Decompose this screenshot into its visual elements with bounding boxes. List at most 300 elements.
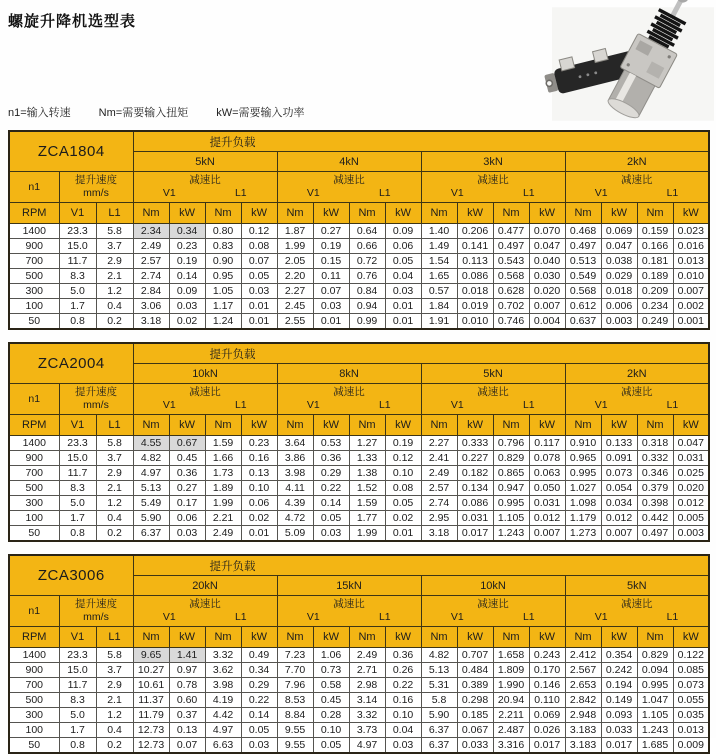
cell-ZCA3006-r5-c7: 9.55 bbox=[277, 723, 313, 738]
cell-ZCA1804-r0-c15: 0.468 bbox=[565, 224, 601, 239]
cell-ZCA1804-r0-c9: 0.64 bbox=[349, 224, 385, 239]
cell-ZCA3006-r0-c16: 0.354 bbox=[601, 648, 637, 663]
cell-ZCA3006-r2-c8: 0.58 bbox=[313, 678, 349, 693]
ratio-header bbox=[277, 596, 421, 627]
cell-ZCA1804-r0-c7: 1.87 bbox=[277, 224, 313, 239]
cell-ZCA1804-r3-c2: 2.1 bbox=[96, 269, 133, 284]
cell-ZCA2004-r0-c15: 0.910 bbox=[565, 436, 601, 451]
lift-speed-label: 提升速度 mm/s bbox=[75, 597, 118, 623]
cell-ZCA2004-r1-c15: 0.965 bbox=[565, 451, 601, 466]
selection-table-ZCA3006 bbox=[8, 554, 710, 754]
cell-ZCA2004-r4-c14: 0.031 bbox=[529, 496, 565, 511]
cell-ZCA1804-r2-c15: 0.513 bbox=[565, 254, 601, 269]
cell-ZCA2004-r1-c9: 1.33 bbox=[349, 451, 385, 466]
cell-ZCA2004-r2-c1: 11.7 bbox=[59, 466, 96, 481]
table-row bbox=[9, 678, 709, 693]
table-row bbox=[9, 224, 709, 239]
cell-ZCA1804-r6-c13: 0.746 bbox=[493, 314, 529, 330]
cell-ZCA2004-r4-c0: 300 bbox=[9, 496, 59, 511]
cell-ZCA3006-r5-c12: 0.067 bbox=[457, 723, 493, 738]
cell-ZCA1804-r3-c0: 500 bbox=[9, 269, 59, 284]
screw-jack-product-photo bbox=[552, 6, 714, 122]
table-row bbox=[9, 269, 709, 284]
ratio-label: 减速比 V1 L1 bbox=[162, 385, 247, 411]
cell-ZCA3006-r3-c9: 3.14 bbox=[349, 693, 385, 708]
cell-ZCA3006-r4-c9: 3.32 bbox=[349, 708, 385, 723]
ratio-label: 减速比 V1 L1 bbox=[306, 173, 391, 199]
cell-ZCA1804-r6-c17: 0.249 bbox=[637, 314, 673, 330]
kw-header: kW bbox=[313, 627, 349, 648]
cell-ZCA2004-r1-c16: 0.091 bbox=[601, 451, 637, 466]
cell-ZCA2004-r5-c13: 1.105 bbox=[493, 511, 529, 526]
cell-ZCA3006-r3-c7: 8.53 bbox=[277, 693, 313, 708]
cell-ZCA2004-r5-c18: 0.005 bbox=[673, 511, 709, 526]
v1-col-header: V1 bbox=[59, 203, 96, 224]
cell-ZCA3006-r4-c3: 11.79 bbox=[133, 708, 169, 723]
cell-ZCA3006-r4-c10: 0.10 bbox=[385, 708, 421, 723]
lift-speed-label: 提升速度 mm/s bbox=[75, 173, 118, 199]
n1-header: n1 bbox=[9, 172, 59, 203]
cell-ZCA1804-r3-c17: 0.189 bbox=[637, 269, 673, 284]
table-row bbox=[9, 481, 709, 496]
cell-ZCA3006-r6-c5: 6.63 bbox=[205, 738, 241, 754]
table-row bbox=[9, 131, 709, 152]
load-header-15kN: 15kN bbox=[277, 576, 421, 596]
cell-ZCA1804-r3-c4: 0.14 bbox=[169, 269, 205, 284]
cell-ZCA2004-r6-c11: 3.18 bbox=[421, 526, 457, 542]
nm-header: Nm bbox=[277, 203, 313, 224]
cell-ZCA1804-r3-c12: 0.086 bbox=[457, 269, 493, 284]
cell-ZCA2004-r3-c16: 0.054 bbox=[601, 481, 637, 496]
cell-ZCA1804-r1-c7: 1.99 bbox=[277, 239, 313, 254]
cell-ZCA3006-r0-c0: 1400 bbox=[9, 648, 59, 663]
nm-header: Nm bbox=[277, 415, 313, 436]
model-label: ZCA3006 bbox=[9, 555, 133, 596]
cell-ZCA3006-r3-c1: 8.3 bbox=[59, 693, 96, 708]
cell-ZCA2004-r1-c14: 0.078 bbox=[529, 451, 565, 466]
cell-ZCA2004-r2-c15: 0.995 bbox=[565, 466, 601, 481]
cell-ZCA3006-r0-c11: 4.82 bbox=[421, 648, 457, 663]
kw-header: kW bbox=[241, 203, 277, 224]
cell-ZCA3006-r3-c13: 20.94 bbox=[493, 693, 529, 708]
cell-ZCA1804-r3-c1: 8.3 bbox=[59, 269, 96, 284]
cell-ZCA1804-r3-c16: 0.029 bbox=[601, 269, 637, 284]
selection-table-ZCA2004 bbox=[8, 342, 710, 542]
kw-header: kW bbox=[601, 627, 637, 648]
cell-ZCA2004-r4-c8: 0.14 bbox=[313, 496, 349, 511]
rpm-header: RPM bbox=[9, 415, 59, 436]
cell-ZCA3006-r3-c12: 0.298 bbox=[457, 693, 493, 708]
cell-ZCA1804-r5-c7: 2.45 bbox=[277, 299, 313, 314]
cell-ZCA3006-r2-c5: 3.98 bbox=[205, 678, 241, 693]
load-header-10kN: 10kN bbox=[133, 364, 277, 384]
kw-header: kW bbox=[529, 203, 565, 224]
lift-speed-header bbox=[59, 172, 133, 203]
cell-ZCA1804-r0-c10: 0.09 bbox=[385, 224, 421, 239]
cell-ZCA1804-r4-c9: 0.84 bbox=[349, 284, 385, 299]
cell-ZCA2004-r3-c9: 1.52 bbox=[349, 481, 385, 496]
cell-ZCA3006-r1-c6: 0.34 bbox=[241, 663, 277, 678]
nm-header: Nm bbox=[277, 627, 313, 648]
cell-ZCA3006-r0-c2: 5.8 bbox=[96, 648, 133, 663]
cell-ZCA3006-r4-c18: 0.035 bbox=[673, 708, 709, 723]
cell-ZCA1804-r2-c7: 2.05 bbox=[277, 254, 313, 269]
cell-ZCA3006-r1-c3: 10.27 bbox=[133, 663, 169, 678]
cell-ZCA1804-r6-c3: 3.18 bbox=[133, 314, 169, 330]
cell-ZCA3006-r4-c11: 5.90 bbox=[421, 708, 457, 723]
cell-ZCA1804-r2-c10: 0.05 bbox=[385, 254, 421, 269]
nm-header: Nm bbox=[133, 203, 169, 224]
cell-ZCA3006-r1-c7: 7.70 bbox=[277, 663, 313, 678]
cell-ZCA2004-r5-c12: 0.031 bbox=[457, 511, 493, 526]
cell-ZCA1804-r6-c10: 0.01 bbox=[385, 314, 421, 330]
cell-ZCA1804-r3-c7: 2.20 bbox=[277, 269, 313, 284]
nm-header: Nm bbox=[637, 203, 673, 224]
kw-header: kW bbox=[241, 415, 277, 436]
kw-header: kW bbox=[313, 203, 349, 224]
kw-header: kW bbox=[169, 203, 205, 224]
cell-ZCA2004-r1-c18: 0.031 bbox=[673, 451, 709, 466]
table-row bbox=[9, 172, 709, 203]
cell-ZCA1804-r2-c17: 0.181 bbox=[637, 254, 673, 269]
cell-ZCA3006-r4-c16: 0.093 bbox=[601, 708, 637, 723]
kw-header: kW bbox=[529, 415, 565, 436]
cell-ZCA2004-r2-c9: 1.38 bbox=[349, 466, 385, 481]
cell-ZCA2004-r4-c7: 4.39 bbox=[277, 496, 313, 511]
cell-ZCA3006-r5-c4: 0.13 bbox=[169, 723, 205, 738]
cell-ZCA1804-r1-c10: 0.06 bbox=[385, 239, 421, 254]
cell-ZCA1804-r0-c14: 0.070 bbox=[529, 224, 565, 239]
cell-ZCA2004-r2-c16: 0.073 bbox=[601, 466, 637, 481]
cell-ZCA2004-r6-c6: 0.01 bbox=[241, 526, 277, 542]
cell-ZCA1804-r3-c13: 0.568 bbox=[493, 269, 529, 284]
kw-header: kW bbox=[457, 203, 493, 224]
kw-header: kW bbox=[313, 415, 349, 436]
cell-ZCA3006-r2-c10: 0.22 bbox=[385, 678, 421, 693]
legend bbox=[8, 104, 305, 120]
cell-ZCA3006-r3-c8: 0.45 bbox=[313, 693, 349, 708]
kw-header: kW bbox=[529, 627, 565, 648]
nm-header: Nm bbox=[349, 415, 385, 436]
cell-ZCA3006-r2-c6: 0.29 bbox=[241, 678, 277, 693]
load-header-20kN: 20kN bbox=[133, 576, 277, 596]
kw-header: kW bbox=[385, 415, 421, 436]
load-header-8kN: 8kN bbox=[277, 364, 421, 384]
cell-ZCA2004-r4-c15: 1.098 bbox=[565, 496, 601, 511]
model-label: ZCA1804 bbox=[9, 131, 133, 172]
cell-ZCA1804-r6-c14: 0.004 bbox=[529, 314, 565, 330]
cell-ZCA1804-r2-c11: 1.54 bbox=[421, 254, 457, 269]
nm-header: Nm bbox=[565, 203, 601, 224]
cell-ZCA2004-r2-c8: 0.29 bbox=[313, 466, 349, 481]
cell-ZCA1804-r5-c0: 100 bbox=[9, 299, 59, 314]
nm-header: Nm bbox=[565, 415, 601, 436]
cell-ZCA1804-r3-c9: 0.76 bbox=[349, 269, 385, 284]
cell-ZCA2004-r3-c4: 0.27 bbox=[169, 481, 205, 496]
kw-header: kW bbox=[169, 627, 205, 648]
cell-ZCA1804-r5-c1: 1.7 bbox=[59, 299, 96, 314]
cell-ZCA2004-r0-c6: 0.23 bbox=[241, 436, 277, 451]
cell-ZCA2004-r5-c4: 0.06 bbox=[169, 511, 205, 526]
cell-ZCA1804-r4-c1: 5.0 bbox=[59, 284, 96, 299]
ratio-label: 减速比 V1 L1 bbox=[450, 597, 535, 623]
cell-ZCA1804-r2-c3: 2.57 bbox=[133, 254, 169, 269]
cell-ZCA2004-r1-c8: 0.36 bbox=[313, 451, 349, 466]
load-header-10kN: 10kN bbox=[421, 576, 565, 596]
cell-ZCA2004-r3-c7: 4.11 bbox=[277, 481, 313, 496]
cell-ZCA2004-r0-c12: 0.333 bbox=[457, 436, 493, 451]
cell-ZCA3006-r1-c16: 0.242 bbox=[601, 663, 637, 678]
table-row bbox=[9, 203, 709, 224]
cell-ZCA1804-r1-c6: 0.08 bbox=[241, 239, 277, 254]
kw-header: kW bbox=[673, 627, 709, 648]
ratio-label: 减速比 V1 L1 bbox=[162, 597, 247, 623]
cell-ZCA2004-r2-c0: 700 bbox=[9, 466, 59, 481]
cell-ZCA3006-r4-c17: 1.105 bbox=[637, 708, 673, 723]
cell-ZCA2004-r2-c18: 0.025 bbox=[673, 466, 709, 481]
cell-ZCA3006-r6-c4: 0.07 bbox=[169, 738, 205, 754]
cell-ZCA1804-r2-c13: 0.543 bbox=[493, 254, 529, 269]
cell-ZCA2004-r6-c3: 6.37 bbox=[133, 526, 169, 542]
cell-ZCA1804-r0-c12: 0.206 bbox=[457, 224, 493, 239]
cell-ZCA1804-r1-c8: 0.19 bbox=[313, 239, 349, 254]
cell-ZCA2004-r5-c5: 2.21 bbox=[205, 511, 241, 526]
load-header-5kN: 5kN bbox=[421, 364, 565, 384]
cell-ZCA1804-r1-c13: 0.497 bbox=[493, 239, 529, 254]
cell-ZCA1804-r1-c0: 900 bbox=[9, 239, 59, 254]
cell-ZCA2004-r0-c0: 1400 bbox=[9, 436, 59, 451]
cell-ZCA1804-r4-c16: 0.018 bbox=[601, 284, 637, 299]
nm-header: Nm bbox=[205, 203, 241, 224]
cell-ZCA3006-r4-c2: 1.2 bbox=[96, 708, 133, 723]
kw-header: kW bbox=[457, 627, 493, 648]
cell-ZCA3006-r5-c10: 0.04 bbox=[385, 723, 421, 738]
cell-ZCA2004-r2-c7: 3.98 bbox=[277, 466, 313, 481]
cell-ZCA2004-r5-c14: 0.012 bbox=[529, 511, 565, 526]
ratio-header bbox=[421, 172, 565, 203]
cell-ZCA1804-r6-c2: 0.2 bbox=[96, 314, 133, 330]
cell-ZCA3006-r5-c18: 0.013 bbox=[673, 723, 709, 738]
cell-ZCA3006-r0-c5: 3.32 bbox=[205, 648, 241, 663]
cell-ZCA2004-r6-c15: 1.273 bbox=[565, 526, 601, 542]
table-row bbox=[9, 436, 709, 451]
cell-ZCA3006-r1-c8: 0.73 bbox=[313, 663, 349, 678]
kw-header: kW bbox=[385, 203, 421, 224]
cell-ZCA2004-r1-c12: 0.227 bbox=[457, 451, 493, 466]
cell-ZCA1804-r1-c3: 2.49 bbox=[133, 239, 169, 254]
cell-ZCA1804-r5-c4: 0.03 bbox=[169, 299, 205, 314]
cell-ZCA1804-r3-c18: 0.010 bbox=[673, 269, 709, 284]
cell-ZCA1804-r0-c4: 0.34 bbox=[169, 224, 205, 239]
cell-ZCA3006-r0-c18: 0.122 bbox=[673, 648, 709, 663]
nm-header: Nm bbox=[493, 203, 529, 224]
kw-header: kW bbox=[673, 203, 709, 224]
cell-ZCA3006-r2-c3: 10.61 bbox=[133, 678, 169, 693]
cell-ZCA2004-r0-c4: 0.67 bbox=[169, 436, 205, 451]
nm-header: Nm bbox=[421, 203, 457, 224]
cell-ZCA2004-r6-c18: 0.003 bbox=[673, 526, 709, 542]
cell-ZCA1804-r2-c12: 0.113 bbox=[457, 254, 493, 269]
cell-ZCA1804-r0-c17: 0.159 bbox=[637, 224, 673, 239]
cell-ZCA3006-r0-c3: 9.65 bbox=[133, 648, 169, 663]
cell-ZCA2004-r4-c13: 0.995 bbox=[493, 496, 529, 511]
cell-ZCA3006-r5-c11: 6.37 bbox=[421, 723, 457, 738]
cell-ZCA1804-r6-c11: 1.91 bbox=[421, 314, 457, 330]
cell-ZCA1804-r4-c10: 0.03 bbox=[385, 284, 421, 299]
ratio-header bbox=[565, 172, 709, 203]
cell-ZCA1804-r5-c5: 1.17 bbox=[205, 299, 241, 314]
cell-ZCA2004-r5-c3: 5.90 bbox=[133, 511, 169, 526]
cell-ZCA1804-r1-c2: 3.7 bbox=[96, 239, 133, 254]
cell-ZCA1804-r4-c0: 300 bbox=[9, 284, 59, 299]
load-header-5kN: 5kN bbox=[565, 576, 709, 596]
cell-ZCA3006-r0-c10: 0.36 bbox=[385, 648, 421, 663]
cell-ZCA1804-r5-c13: 0.702 bbox=[493, 299, 529, 314]
page-title: 螺旋升降机选型表 bbox=[8, 13, 137, 30]
cell-ZCA1804-r6-c16: 0.003 bbox=[601, 314, 637, 330]
cell-ZCA2004-r5-c1: 1.7 bbox=[59, 511, 96, 526]
cell-ZCA3006-r2-c1: 11.7 bbox=[59, 678, 96, 693]
cell-ZCA2004-r6-c0: 50 bbox=[9, 526, 59, 542]
cell-ZCA3006-r6-c2: 0.2 bbox=[96, 738, 133, 754]
load-header-2kN: 2kN bbox=[565, 152, 709, 172]
cell-ZCA1804-r0-c2: 5.8 bbox=[96, 224, 133, 239]
cell-ZCA3006-r5-c3: 12.73 bbox=[133, 723, 169, 738]
kw-header: kW bbox=[457, 415, 493, 436]
cell-ZCA1804-r5-c17: 0.234 bbox=[637, 299, 673, 314]
cell-ZCA3006-r3-c2: 2.1 bbox=[96, 693, 133, 708]
cell-ZCA1804-r1-c11: 1.49 bbox=[421, 239, 457, 254]
cell-ZCA3006-r5-c17: 1.243 bbox=[637, 723, 673, 738]
cell-ZCA2004-r4-c1: 5.0 bbox=[59, 496, 96, 511]
cell-ZCA3006-r2-c4: 0.78 bbox=[169, 678, 205, 693]
cell-ZCA2004-r4-c2: 1.2 bbox=[96, 496, 133, 511]
cell-ZCA1804-r5-c14: 0.007 bbox=[529, 299, 565, 314]
cell-ZCA3006-r4-c12: 0.185 bbox=[457, 708, 493, 723]
l1-col-header: L1 bbox=[96, 203, 133, 224]
table-row bbox=[9, 526, 709, 542]
l1-col-header: L1 bbox=[96, 627, 133, 648]
l1-col-header: L1 bbox=[96, 415, 133, 436]
cell-ZCA1804-r6-c7: 2.55 bbox=[277, 314, 313, 330]
ratio-header bbox=[421, 596, 565, 627]
table-row bbox=[9, 284, 709, 299]
cell-ZCA1804-r6-c5: 1.24 bbox=[205, 314, 241, 330]
n1-header: n1 bbox=[9, 596, 59, 627]
ratio-header bbox=[133, 384, 277, 415]
cell-ZCA2004-r3-c12: 0.134 bbox=[457, 481, 493, 496]
cell-ZCA2004-r1-c2: 3.7 bbox=[96, 451, 133, 466]
cell-ZCA3006-r1-c0: 900 bbox=[9, 663, 59, 678]
cell-ZCA2004-r6-c10: 0.01 bbox=[385, 526, 421, 542]
cell-ZCA2004-r2-c13: 0.865 bbox=[493, 466, 529, 481]
cell-ZCA3006-r2-c9: 2.98 bbox=[349, 678, 385, 693]
cell-ZCA2004-r3-c5: 1.89 bbox=[205, 481, 241, 496]
cell-ZCA2004-r0-c17: 0.318 bbox=[637, 436, 673, 451]
cell-ZCA3006-r1-c13: 1.809 bbox=[493, 663, 529, 678]
cell-ZCA1804-r1-c17: 0.166 bbox=[637, 239, 673, 254]
table-row bbox=[9, 384, 709, 415]
cell-ZCA2004-r2-c4: 0.36 bbox=[169, 466, 205, 481]
cell-ZCA2004-r1-c1: 15.0 bbox=[59, 451, 96, 466]
cell-ZCA1804-r5-c18: 0.002 bbox=[673, 299, 709, 314]
cell-ZCA2004-r0-c9: 1.27 bbox=[349, 436, 385, 451]
cell-ZCA2004-r5-c7: 4.72 bbox=[277, 511, 313, 526]
cell-ZCA2004-r6-c7: 5.09 bbox=[277, 526, 313, 542]
cell-ZCA3006-r3-c17: 1.047 bbox=[637, 693, 673, 708]
cell-ZCA3006-r5-c2: 0.4 bbox=[96, 723, 133, 738]
cell-ZCA2004-r5-c2: 0.4 bbox=[96, 511, 133, 526]
cell-ZCA3006-r1-c1: 15.0 bbox=[59, 663, 96, 678]
cell-ZCA2004-r4-c5: 1.99 bbox=[205, 496, 241, 511]
cell-ZCA1804-r3-c10: 0.04 bbox=[385, 269, 421, 284]
cell-ZCA1804-r2-c18: 0.013 bbox=[673, 254, 709, 269]
cell-ZCA3006-r2-c17: 0.995 bbox=[637, 678, 673, 693]
cell-ZCA2004-r6-c13: 1.243 bbox=[493, 526, 529, 542]
cell-ZCA2004-r1-c10: 0.12 bbox=[385, 451, 421, 466]
cell-ZCA2004-r4-c6: 0.06 bbox=[241, 496, 277, 511]
cell-ZCA1804-r0-c6: 0.12 bbox=[241, 224, 277, 239]
cell-ZCA2004-r3-c8: 0.22 bbox=[313, 481, 349, 496]
cell-ZCA1804-r6-c12: 0.010 bbox=[457, 314, 493, 330]
table-row bbox=[9, 496, 709, 511]
table-row bbox=[9, 466, 709, 481]
cell-ZCA2004-r5-c10: 0.02 bbox=[385, 511, 421, 526]
kw-header: kW bbox=[241, 627, 277, 648]
ratio-label: 减速比 V1 L1 bbox=[594, 385, 679, 411]
cell-ZCA1804-r6-c15: 0.637 bbox=[565, 314, 601, 330]
cell-ZCA2004-r2-c10: 0.10 bbox=[385, 466, 421, 481]
cell-ZCA3006-r0-c6: 0.49 bbox=[241, 648, 277, 663]
cell-ZCA3006-r5-c5: 4.97 bbox=[205, 723, 241, 738]
cell-ZCA1804-r1-c18: 0.016 bbox=[673, 239, 709, 254]
cell-ZCA3006-r3-c14: 0.110 bbox=[529, 693, 565, 708]
ratio-label: 减速比 V1 L1 bbox=[594, 597, 679, 623]
cell-ZCA1804-r6-c9: 0.99 bbox=[349, 314, 385, 330]
cell-ZCA3006-r5-c15: 3.183 bbox=[565, 723, 601, 738]
cell-ZCA3006-r4-c8: 0.28 bbox=[313, 708, 349, 723]
cell-ZCA1804-r5-c12: 0.019 bbox=[457, 299, 493, 314]
load-header-3kN: 3kN bbox=[421, 152, 565, 172]
cell-ZCA1804-r3-c6: 0.05 bbox=[241, 269, 277, 284]
cell-ZCA1804-r5-c6: 0.01 bbox=[241, 299, 277, 314]
nm-header: Nm bbox=[421, 627, 457, 648]
cell-ZCA1804-r5-c16: 0.006 bbox=[601, 299, 637, 314]
cell-ZCA2004-r6-c8: 0.03 bbox=[313, 526, 349, 542]
cell-ZCA3006-r5-c8: 0.10 bbox=[313, 723, 349, 738]
table-row bbox=[9, 254, 709, 269]
cell-ZCA1804-r4-c7: 2.27 bbox=[277, 284, 313, 299]
cell-ZCA1804-r0-c11: 1.40 bbox=[421, 224, 457, 239]
cell-ZCA2004-r0-c3: 4.55 bbox=[133, 436, 169, 451]
cell-ZCA3006-r3-c3: 11.37 bbox=[133, 693, 169, 708]
cell-ZCA2004-r2-c12: 0.182 bbox=[457, 466, 493, 481]
legend-nm: Nm=需要输入扭矩 bbox=[98, 107, 189, 119]
cell-ZCA1804-r6-c4: 0.02 bbox=[169, 314, 205, 330]
cell-ZCA2004-r0-c7: 3.64 bbox=[277, 436, 313, 451]
cell-ZCA3006-r3-c6: 0.22 bbox=[241, 693, 277, 708]
ratio-header bbox=[133, 172, 277, 203]
v1-col-header: V1 bbox=[59, 627, 96, 648]
cell-ZCA3006-r1-c14: 0.170 bbox=[529, 663, 565, 678]
cell-ZCA3006-r2-c15: 2.653 bbox=[565, 678, 601, 693]
kw-header: kW bbox=[169, 415, 205, 436]
cell-ZCA1804-r5-c11: 1.84 bbox=[421, 299, 457, 314]
ratio-label: 减速比 V1 L1 bbox=[306, 597, 391, 623]
cell-ZCA3006-r2-c11: 5.31 bbox=[421, 678, 457, 693]
cell-ZCA3006-r1-c15: 2.567 bbox=[565, 663, 601, 678]
cell-ZCA1804-r6-c18: 0.001 bbox=[673, 314, 709, 330]
